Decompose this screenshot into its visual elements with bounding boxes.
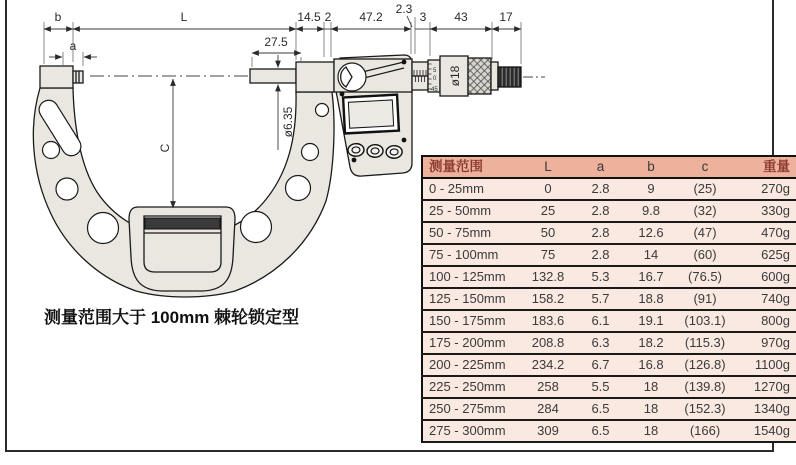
table-header-cell: b (625, 156, 677, 178)
frame-insulator-pad (129, 207, 235, 291)
table-cell: 1340g (733, 398, 796, 420)
housing-screw (340, 92, 345, 97)
thimble-end-cap (491, 62, 498, 90)
table-row (422, 178, 796, 200)
table-cell: 970g (733, 332, 796, 354)
table-cell: 1540g (733, 420, 796, 442)
table-row (422, 288, 796, 310)
table-cell: 2.8 (576, 200, 625, 222)
table-cell: 100 - 125mm (422, 266, 520, 288)
table-cell: 5.5 (576, 376, 625, 398)
table-header-row (422, 156, 796, 178)
table-cell: 16.7 (625, 266, 677, 288)
table-cell: (139.8) (677, 376, 733, 398)
table-cell: 470g (733, 222, 796, 244)
frame-hole (241, 212, 272, 243)
table-cell: 25 (520, 200, 576, 222)
spec-table-container (421, 155, 790, 443)
frame-hole (302, 144, 319, 161)
table-cell: (47) (677, 222, 733, 244)
table-cell: (60) (677, 244, 733, 266)
dim-3: 3 (419, 10, 427, 24)
dim-L: L (180, 10, 188, 24)
table-cell: 309 (520, 420, 576, 442)
table-cell: 800g (733, 310, 796, 332)
dia18-label: ø18 (448, 65, 462, 87)
table-cell: 50 - 75mm (422, 222, 520, 244)
table-cell: 0 (520, 178, 576, 200)
dim-b: b (54, 10, 62, 24)
frame-right-arm-block (296, 62, 334, 92)
ratchet-stop (498, 67, 545, 87)
frame-hole (43, 142, 60, 159)
table-cell: (126.8) (677, 354, 733, 376)
dim-14-5: 14.5 (297, 10, 321, 24)
housing-screw (352, 158, 357, 163)
table-cell: 275 - 300mm (422, 420, 520, 442)
table-cell: 18 (625, 420, 677, 442)
caption: 测量范围大于 100mm 棘轮锁定型 (44, 308, 300, 327)
table-cell: 200 - 225mm (422, 354, 520, 376)
table-header-cell: L (520, 156, 576, 178)
table-row (422, 398, 796, 420)
table-cell: 9.8 (625, 200, 677, 222)
table-cell: 18 (625, 376, 677, 398)
table-cell: 234.2 (520, 354, 576, 376)
table-cell: 600g (733, 266, 796, 288)
frame-hole (316, 104, 329, 117)
table-cell: 125 - 150mm (422, 288, 520, 310)
table-cell: (152.3) (677, 398, 733, 420)
table-cell: 16.8 (625, 354, 677, 376)
table-cell: 183.6 (520, 310, 576, 332)
table-header-cell: 测量范围 (422, 156, 520, 178)
dim-C: C (158, 143, 172, 153)
table-cell: 2.8 (576, 178, 625, 200)
dim-2-3: 2.3 (395, 2, 413, 16)
frame-hole (56, 178, 78, 200)
table-cell: 25 - 50mm (422, 200, 520, 222)
table-cell: 0 - 25mm (422, 178, 520, 200)
table-cell: (32) (677, 200, 733, 222)
anvil-tip (73, 71, 83, 83)
housing-screw (402, 60, 407, 65)
dim-47-2: 47.2 (359, 10, 383, 24)
table-cell: (115.3) (677, 332, 733, 354)
table-cell: 6.5 (576, 420, 625, 442)
table-header-cell: 重量 (733, 156, 796, 178)
table-cell: 175 - 200mm (422, 332, 520, 354)
table-row (422, 222, 796, 244)
table-header-cell: c (677, 156, 733, 178)
dim-17: 17 (499, 10, 513, 24)
table-cell: 5.3 (576, 266, 625, 288)
table-cell: (25) (677, 178, 733, 200)
table-cell: 225 - 250mm (422, 376, 520, 398)
table-row (422, 200, 796, 222)
table-cell: 250 - 275mm (422, 398, 520, 420)
anvil-block (40, 66, 73, 88)
table-row (422, 244, 796, 266)
table-cell: 19.1 (625, 310, 677, 332)
table-header-cell: a (576, 156, 625, 178)
table-cell: 9 (625, 178, 677, 200)
anvil-assembly (40, 66, 83, 88)
table-cell: 284 (520, 398, 576, 420)
table-cell: 6.3 (576, 332, 625, 354)
table-cell: 258 (520, 376, 576, 398)
housing-screw (402, 138, 407, 143)
thimble (428, 56, 498, 96)
table-cell: 50 (520, 222, 576, 244)
table-cell: 6.5 (576, 398, 625, 420)
display-unit (334, 55, 412, 176)
thimble-scale-5: 5 (433, 68, 437, 74)
table-cell: 6.1 (576, 310, 625, 332)
table-cell: 270g (733, 178, 796, 200)
table-cell: 5.7 (576, 288, 625, 310)
dim-dia-6-35: ø6.35 (281, 106, 295, 138)
table-cell: 18.2 (625, 332, 677, 354)
table-cell: 6.7 (576, 354, 625, 376)
table-row (422, 354, 796, 376)
table-cell: 132.8 (520, 266, 576, 288)
spec-table (421, 155, 796, 443)
table-row (422, 332, 796, 354)
table-cell: 740g (733, 288, 796, 310)
table-row (422, 420, 796, 442)
table-cell: 158.2 (520, 288, 576, 310)
table-cell: 75 - 100mm (422, 244, 520, 266)
table-cell: 75 (520, 244, 576, 266)
dim-43: 43 (454, 10, 468, 24)
thimble-scale-0: 0 (433, 76, 437, 82)
table-cell: (76.5) (677, 266, 733, 288)
sleeve (412, 62, 428, 90)
table-row (422, 376, 796, 398)
table-cell: 18 (625, 398, 677, 420)
thimble-scale-45: 45 (431, 87, 438, 93)
table-cell: (91) (677, 288, 733, 310)
table-cell: 1100g (733, 354, 796, 376)
frame-hole (286, 176, 311, 201)
frame-hole (88, 213, 119, 244)
dim-27-5: 27.5 (264, 35, 288, 49)
table-cell: 208.8 (520, 332, 576, 354)
table-row (422, 266, 796, 288)
table-cell: 1270g (733, 376, 796, 398)
dim-2: 2 (324, 10, 332, 24)
table-row (422, 310, 796, 332)
table-cell: 330g (733, 200, 796, 222)
table-cell: 2.8 (576, 244, 625, 266)
table-cell: 18.8 (625, 288, 677, 310)
table-cell: 12.6 (625, 222, 677, 244)
table-cell: 14 (625, 244, 677, 266)
spindle (250, 69, 296, 83)
lcd-screen (343, 95, 399, 134)
table-cell: (103.1) (677, 310, 733, 332)
dim-a: a (69, 39, 77, 53)
table-cell: 625g (733, 244, 796, 266)
table-cell: 150 - 175mm (422, 310, 520, 332)
table-cell: 2.8 (576, 222, 625, 244)
thimble-knurl (468, 58, 491, 94)
table-cell: (166) (677, 420, 733, 442)
